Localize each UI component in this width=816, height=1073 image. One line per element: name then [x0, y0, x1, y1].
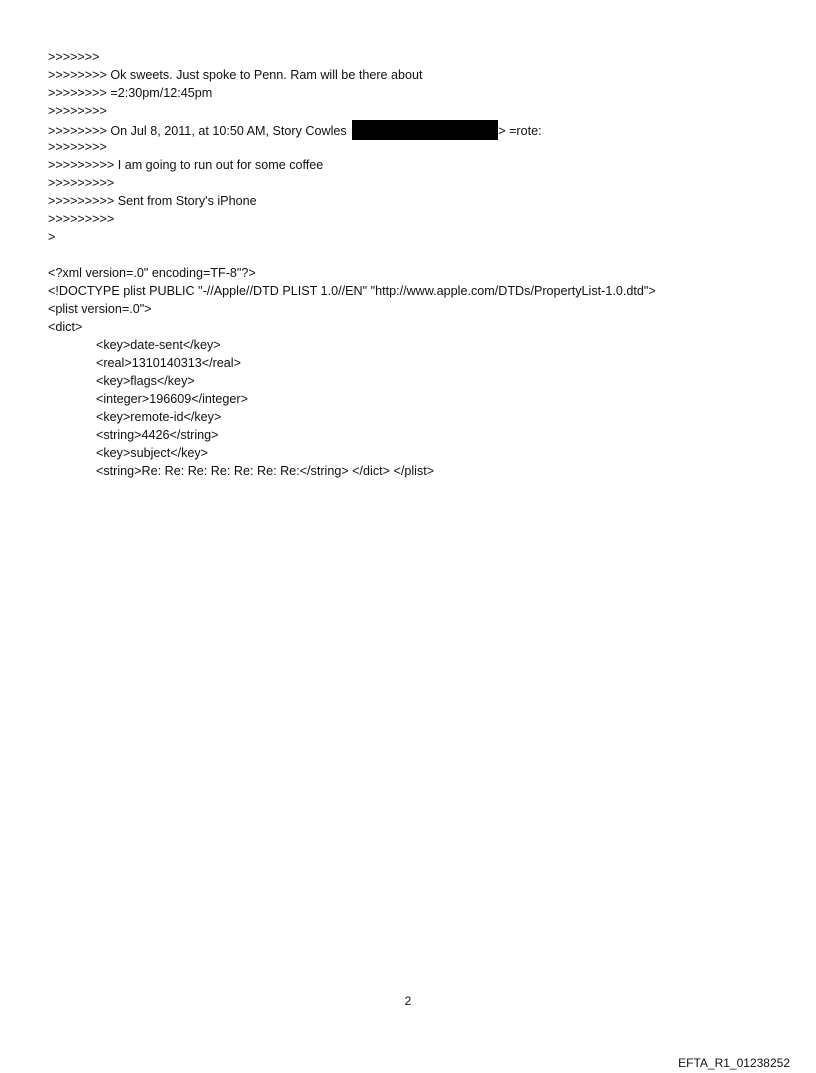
quote-line: >>>>>>>> =2:30pm/12:45pm	[48, 86, 213, 100]
plist-entry: <key>remote-id</key>	[96, 410, 222, 424]
plist-entry: <string>4426</string>	[96, 428, 219, 442]
quote-line: >>>>>>>>> I am going to run out for some coffee	[48, 158, 324, 172]
quote-line-header	[48, 120, 768, 138]
plist-open-line: <plist version=.0">	[48, 302, 152, 316]
plist-entry: <key>subject</key>	[96, 446, 209, 460]
quote-line: >>>>>>>>	[48, 104, 107, 118]
xml-declaration: <?xml version=.0" encoding=TF-8"?>	[48, 266, 256, 280]
quote-line: >>>>>>>>> Sent from Story's iPhone	[48, 194, 257, 208]
blank-line	[48, 246, 768, 264]
quote-line: >>>>>>>	[48, 50, 100, 64]
quote-line: >>>>>>>>>	[48, 176, 115, 190]
plist-entry: <key>date-sent</key>	[96, 338, 221, 352]
plist-entry: <key>flags</key>	[96, 374, 195, 388]
quote-line: >>>>>>>>>	[48, 212, 115, 226]
quote-header-text: >>>>>>>> On Jul 8, 2011, at 10:50 AM, Story Cowles	[48, 124, 351, 138]
plist-entry: <real>1310140313</real>	[96, 356, 241, 370]
quote-line: >>>>>>>>	[48, 140, 107, 154]
plist-entry: <string>Re: Re: Re: Re: Re: Re: Re:</string> </dict> </plist>	[96, 464, 435, 478]
quote-line: >>>>>>>> Ok sweets. Just spoke to Penn. Ram will be there about	[48, 68, 423, 82]
quote-header-text-end: > =rote:	[498, 124, 542, 138]
plist-entry: <integer>196609</integer>	[96, 392, 248, 406]
dict-open-line: <dict>	[48, 320, 83, 334]
bates-number: EFTA_R1_01238252	[678, 1056, 790, 1070]
page-number: 2	[404, 994, 412, 1008]
doctype-line: <!DOCTYPE plist PUBLIC "-//Apple//DTD PLIST 1.0//EN" "http://www.apple.com/DTDs/PropertyList-1.0.dtd">	[48, 284, 656, 298]
quote-line: >	[48, 230, 56, 244]
document-body	[48, 48, 768, 480]
redaction-block	[352, 120, 498, 140]
